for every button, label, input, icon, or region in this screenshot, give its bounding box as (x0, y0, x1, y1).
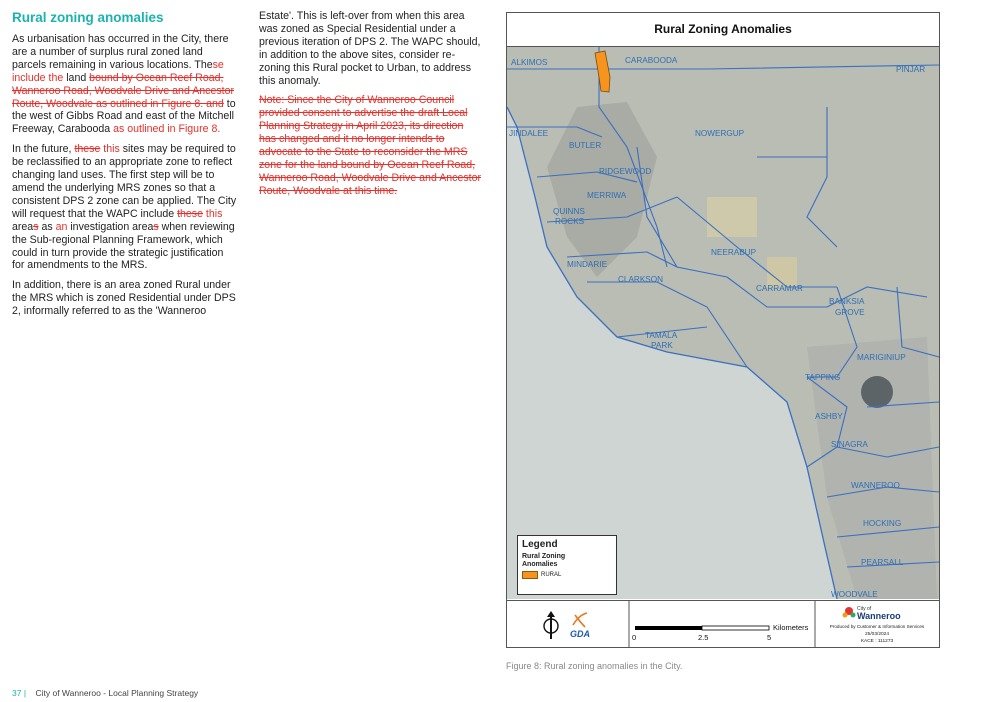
gda-logo-icon (570, 613, 590, 639)
map-title: Rural Zoning Anomalies (507, 13, 939, 47)
text-run: to the west of Gibbs Road and east of the Mitchell Freeway, Carabooda (12, 97, 236, 136)
text-run: when reviewing the Sub-regional Planning Framework, which could in turn provide the strategic justification for amendments to the MRS. (12, 220, 235, 272)
inserted-text: an (55, 220, 68, 233)
scale-tick-2: 5 (767, 633, 772, 642)
text-run: area (12, 220, 34, 233)
suburb-label: TAPPING (805, 373, 841, 382)
text-column-right (259, 10, 481, 205)
text-run: land (63, 71, 90, 84)
document-title: City of Wanneroo - Local Planning Strategy (35, 688, 199, 698)
scale-tick-1: 2.5 (698, 633, 709, 642)
paragraph-2 (12, 143, 237, 272)
scale-unit: Kilometers (773, 623, 809, 632)
lake (861, 376, 893, 408)
text-run: investigation area (67, 220, 154, 233)
paragraph-3: In addition, there is an area zoned Rural under the MRS which is zoned Residential under DPS 2, informally referred to as the 'Wanneroo (12, 279, 236, 318)
deleted-text: bound by Ocean Reef Road, Wanneroo Road, Woodvale Drive and Ancestor Route, Woodvale as outlined in Figure 8. and (12, 71, 235, 110)
suburb-label: ASHBY (815, 412, 843, 421)
suburb-label: PARK (651, 341, 673, 350)
producer-line: Produced by Customer & Information Services (829, 624, 925, 629)
section-heading: Rural zoning anomalies (12, 10, 164, 25)
legend-item (522, 571, 616, 579)
map-legend (517, 535, 617, 595)
map-footer-svg (507, 601, 939, 648)
paragraph-4: Estate'. This is left-over from when this area was zoned as Special Residential under a previous iteration of DPS 2. The WAPC should, in addition to the above sites, consider re-zoning this Rural pocket to Urban, to address this anomaly. (259, 10, 481, 87)
map-area (507, 47, 939, 599)
figure-caption: Figure 8: Rural zoning anomalies in the City. (506, 661, 683, 671)
north-arrow-icon (544, 611, 558, 639)
suburb-label: TAMALA (645, 331, 678, 340)
suburb-label: CARABOODA (625, 56, 678, 65)
legend-title: Legend (522, 539, 558, 550)
legend-subtitle-line1: Rural Zoning (522, 553, 566, 560)
suburb-label: MARIGINIUP (857, 353, 906, 362)
city-logo-small: City of (857, 606, 872, 612)
gda-label: GDA (570, 629, 590, 639)
suburb-label: BANKSIA (829, 297, 865, 306)
suburb-label: NEERABUP (711, 248, 757, 257)
text-run: As urbanisation has occurred in the City, there are a number of surplus rural zoned land parcels remaining in various locations. The (12, 33, 229, 71)
map-footer (507, 600, 939, 648)
legend-subtitle (522, 553, 616, 569)
legend-item-label: RURAL (541, 572, 562, 578)
producer-date: 25/03/2024 (864, 632, 890, 637)
deleted-text: these (177, 207, 203, 220)
text-column-left (12, 10, 237, 325)
text-run: In the future, (12, 143, 75, 156)
inserted-text: this (100, 143, 120, 156)
legend-subtitle-line2: Anomalies (522, 561, 558, 568)
inserted-text: as outlined in Figure 8. (113, 123, 221, 136)
suburb-label: PEARSALL (861, 558, 904, 567)
suburb-label: ROCKS (555, 217, 585, 226)
suburb-label: SINAGRA (831, 440, 868, 449)
producer-kace: KACE : 111273 (860, 639, 894, 644)
deleted-text: these (74, 143, 101, 156)
legend-swatch (522, 571, 538, 579)
suburb-label: QUINNS (553, 207, 585, 216)
city-logo-name: Wanneroo (857, 611, 901, 621)
suburb-label: WANNEROO (851, 481, 900, 490)
suburb-label: WOODVALE (831, 590, 878, 599)
suburb-label: CARRAMAR (756, 284, 803, 293)
deleted-note: Note: Since the City of Wanneroo Council provided consent to advertise the draft Local Planning Strategy in April 2023, its direction has changed and it no longer intends to advocate to the State to reconsider the MRS zone for the land bound by Ocean Reef Road, Wanneroo Road, Woodvale Drive and Ancestor Route, Woodvale at this time. (259, 94, 482, 197)
inserted-text: se include the (12, 58, 224, 84)
suburb-label: GROVE (835, 308, 865, 317)
paragraph-1 (12, 33, 237, 136)
suburb-label: CLARKSON (618, 275, 664, 284)
text-run: as (38, 220, 56, 233)
suburb-label: HOCKING (863, 519, 902, 528)
suburb-label: MERRIWA (587, 191, 627, 200)
deleted-text: s (153, 220, 159, 233)
scale-tick-0: 0 (632, 633, 637, 642)
suburb-label: RIDGEWOOD (599, 167, 652, 176)
page-number: 37 | (12, 688, 27, 698)
suburb-label: MINDARIE (567, 260, 608, 269)
city-logo (830, 606, 925, 644)
map-svg (507, 47, 939, 599)
inserted-text: this (202, 207, 223, 220)
map-figure (506, 12, 940, 648)
cleared-land (707, 197, 757, 237)
suburb-label: JINDALEE (509, 129, 549, 138)
scale-bar (632, 623, 809, 642)
text-run: sites may be required to be reclassified to an appropriate zone to reflect changing land uses. The first step will be to amend the underlying MRS zones so that a consistent DPS 2 zone can be applied. The City will request that the WAPC include (12, 143, 237, 220)
suburb-label: BUTLER (569, 141, 602, 150)
page-footer (12, 688, 198, 698)
suburb-label: PINJAR (896, 65, 926, 74)
deleted-text: s (33, 220, 39, 233)
suburb-label: ALKIMOS (511, 58, 548, 67)
suburb-label: NOWERGUP (695, 129, 745, 138)
